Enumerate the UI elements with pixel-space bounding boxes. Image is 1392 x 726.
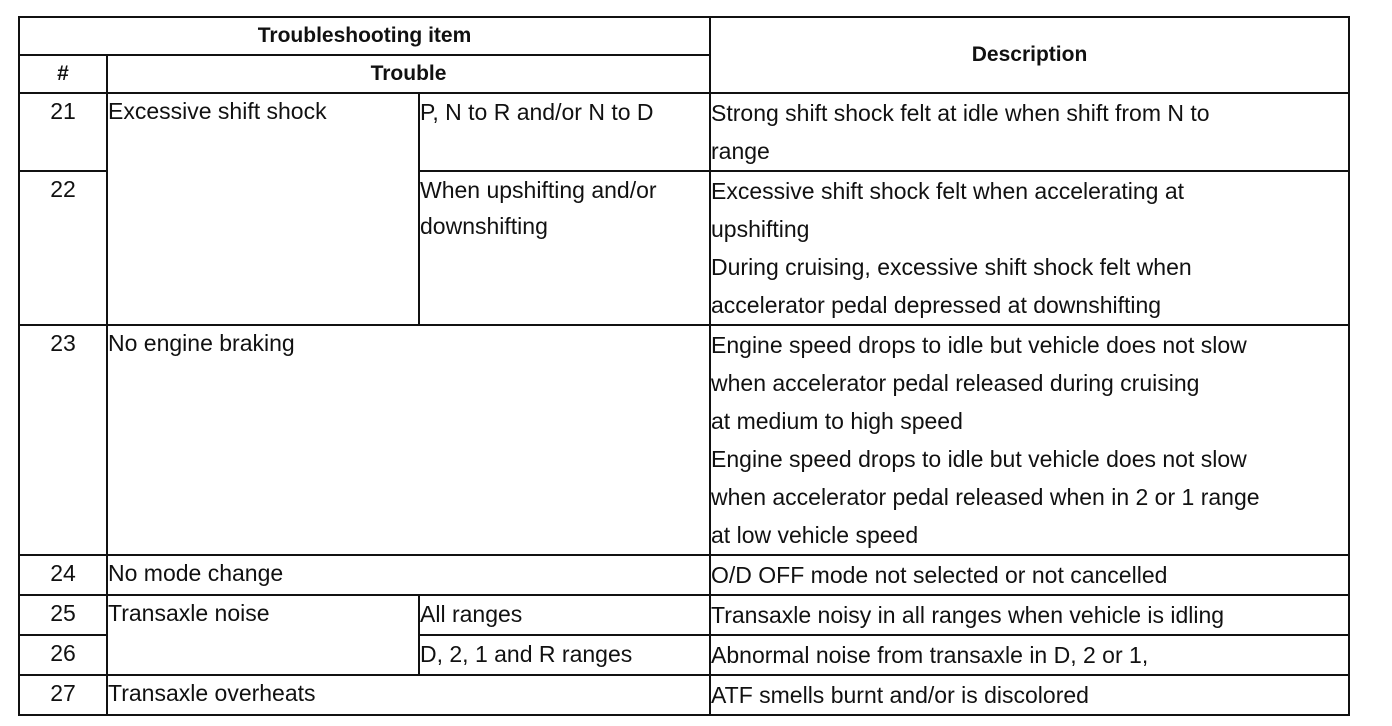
description-line: O/D OFF mode not selected or not cancelled xyxy=(711,562,1168,588)
description-line: Excessive shift shock felt when accelerating at xyxy=(711,178,1185,204)
trouble-cell: Transaxle noise xyxy=(107,595,419,675)
troubleshooting-table xyxy=(18,16,1350,716)
row-number: 22 xyxy=(19,171,107,325)
description-line: Transaxle noisy in all ranges when vehicle is idling xyxy=(711,602,1225,628)
description-line: at medium to high speed xyxy=(711,408,963,434)
description-line: During cruising, excessive shift shock felt when xyxy=(711,254,1192,280)
trouble-cell: Transaxle overheats xyxy=(107,675,710,715)
row-number: 21 xyxy=(19,93,107,171)
description-cell xyxy=(710,171,1349,325)
trouble-header: Trouble xyxy=(107,55,710,93)
table-row-27 xyxy=(19,675,1349,715)
trouble-cell: Excessive shift shock xyxy=(107,93,419,325)
description-line: ATF smells burnt and/or is discolored xyxy=(711,682,1089,708)
number-header: # xyxy=(19,55,107,93)
description-cell xyxy=(710,325,1349,555)
description-cell xyxy=(710,675,1349,715)
description-cell xyxy=(710,555,1349,595)
table-row-21 xyxy=(19,93,1349,171)
row-number: 23 xyxy=(19,325,107,555)
sub-condition-line: P, N to R and/or N to D xyxy=(420,99,654,125)
description-line: when accelerator pedal released when in 2 or 1 range xyxy=(711,484,1260,510)
sub-condition-cell xyxy=(419,171,710,325)
sub-condition-line: All ranges xyxy=(420,601,523,627)
sub-condition-cell xyxy=(419,635,710,675)
sub-condition-line: downshifting xyxy=(420,213,548,239)
description-line: at low vehicle speed xyxy=(711,522,919,548)
sub-condition-line: D, 2, 1 and R ranges xyxy=(420,641,633,667)
header-row-top xyxy=(19,17,1349,55)
description-line: Engine speed drops to idle but vehicle does not slow xyxy=(711,332,1247,358)
table-row-24 xyxy=(19,555,1349,595)
sub-condition-line: When upshifting and/or xyxy=(420,177,657,203)
row-number: 24 xyxy=(19,555,107,595)
table-row-23 xyxy=(19,325,1349,555)
description-line: Engine speed drops to idle but vehicle does not slow xyxy=(711,446,1247,472)
description-header: Description xyxy=(710,17,1349,93)
description-cell xyxy=(710,635,1349,675)
description-line: Strong shift shock felt at idle when shift from N to xyxy=(711,100,1210,126)
troubleshooting-item-header: Troubleshooting item xyxy=(19,17,710,55)
sub-condition-cell xyxy=(419,595,710,635)
row-number: 26 xyxy=(19,635,107,675)
row-number: 25 xyxy=(19,595,107,635)
description-line: when accelerator pedal released during cruising xyxy=(711,370,1200,396)
description-line: Abnormal noise from transaxle in D, 2 or 1, xyxy=(711,642,1149,668)
table-row-25 xyxy=(19,595,1349,635)
description-line: accelerator pedal depressed at downshifting xyxy=(711,292,1162,318)
trouble-cell: No mode change xyxy=(107,555,710,595)
sub-condition-cell xyxy=(419,93,710,171)
trouble-cell: No engine braking xyxy=(107,325,710,555)
row-number: 27 xyxy=(19,675,107,715)
description-line: range xyxy=(711,138,770,164)
description-cell xyxy=(710,93,1349,171)
description-cell xyxy=(710,595,1349,635)
description-line: upshifting xyxy=(711,216,810,242)
